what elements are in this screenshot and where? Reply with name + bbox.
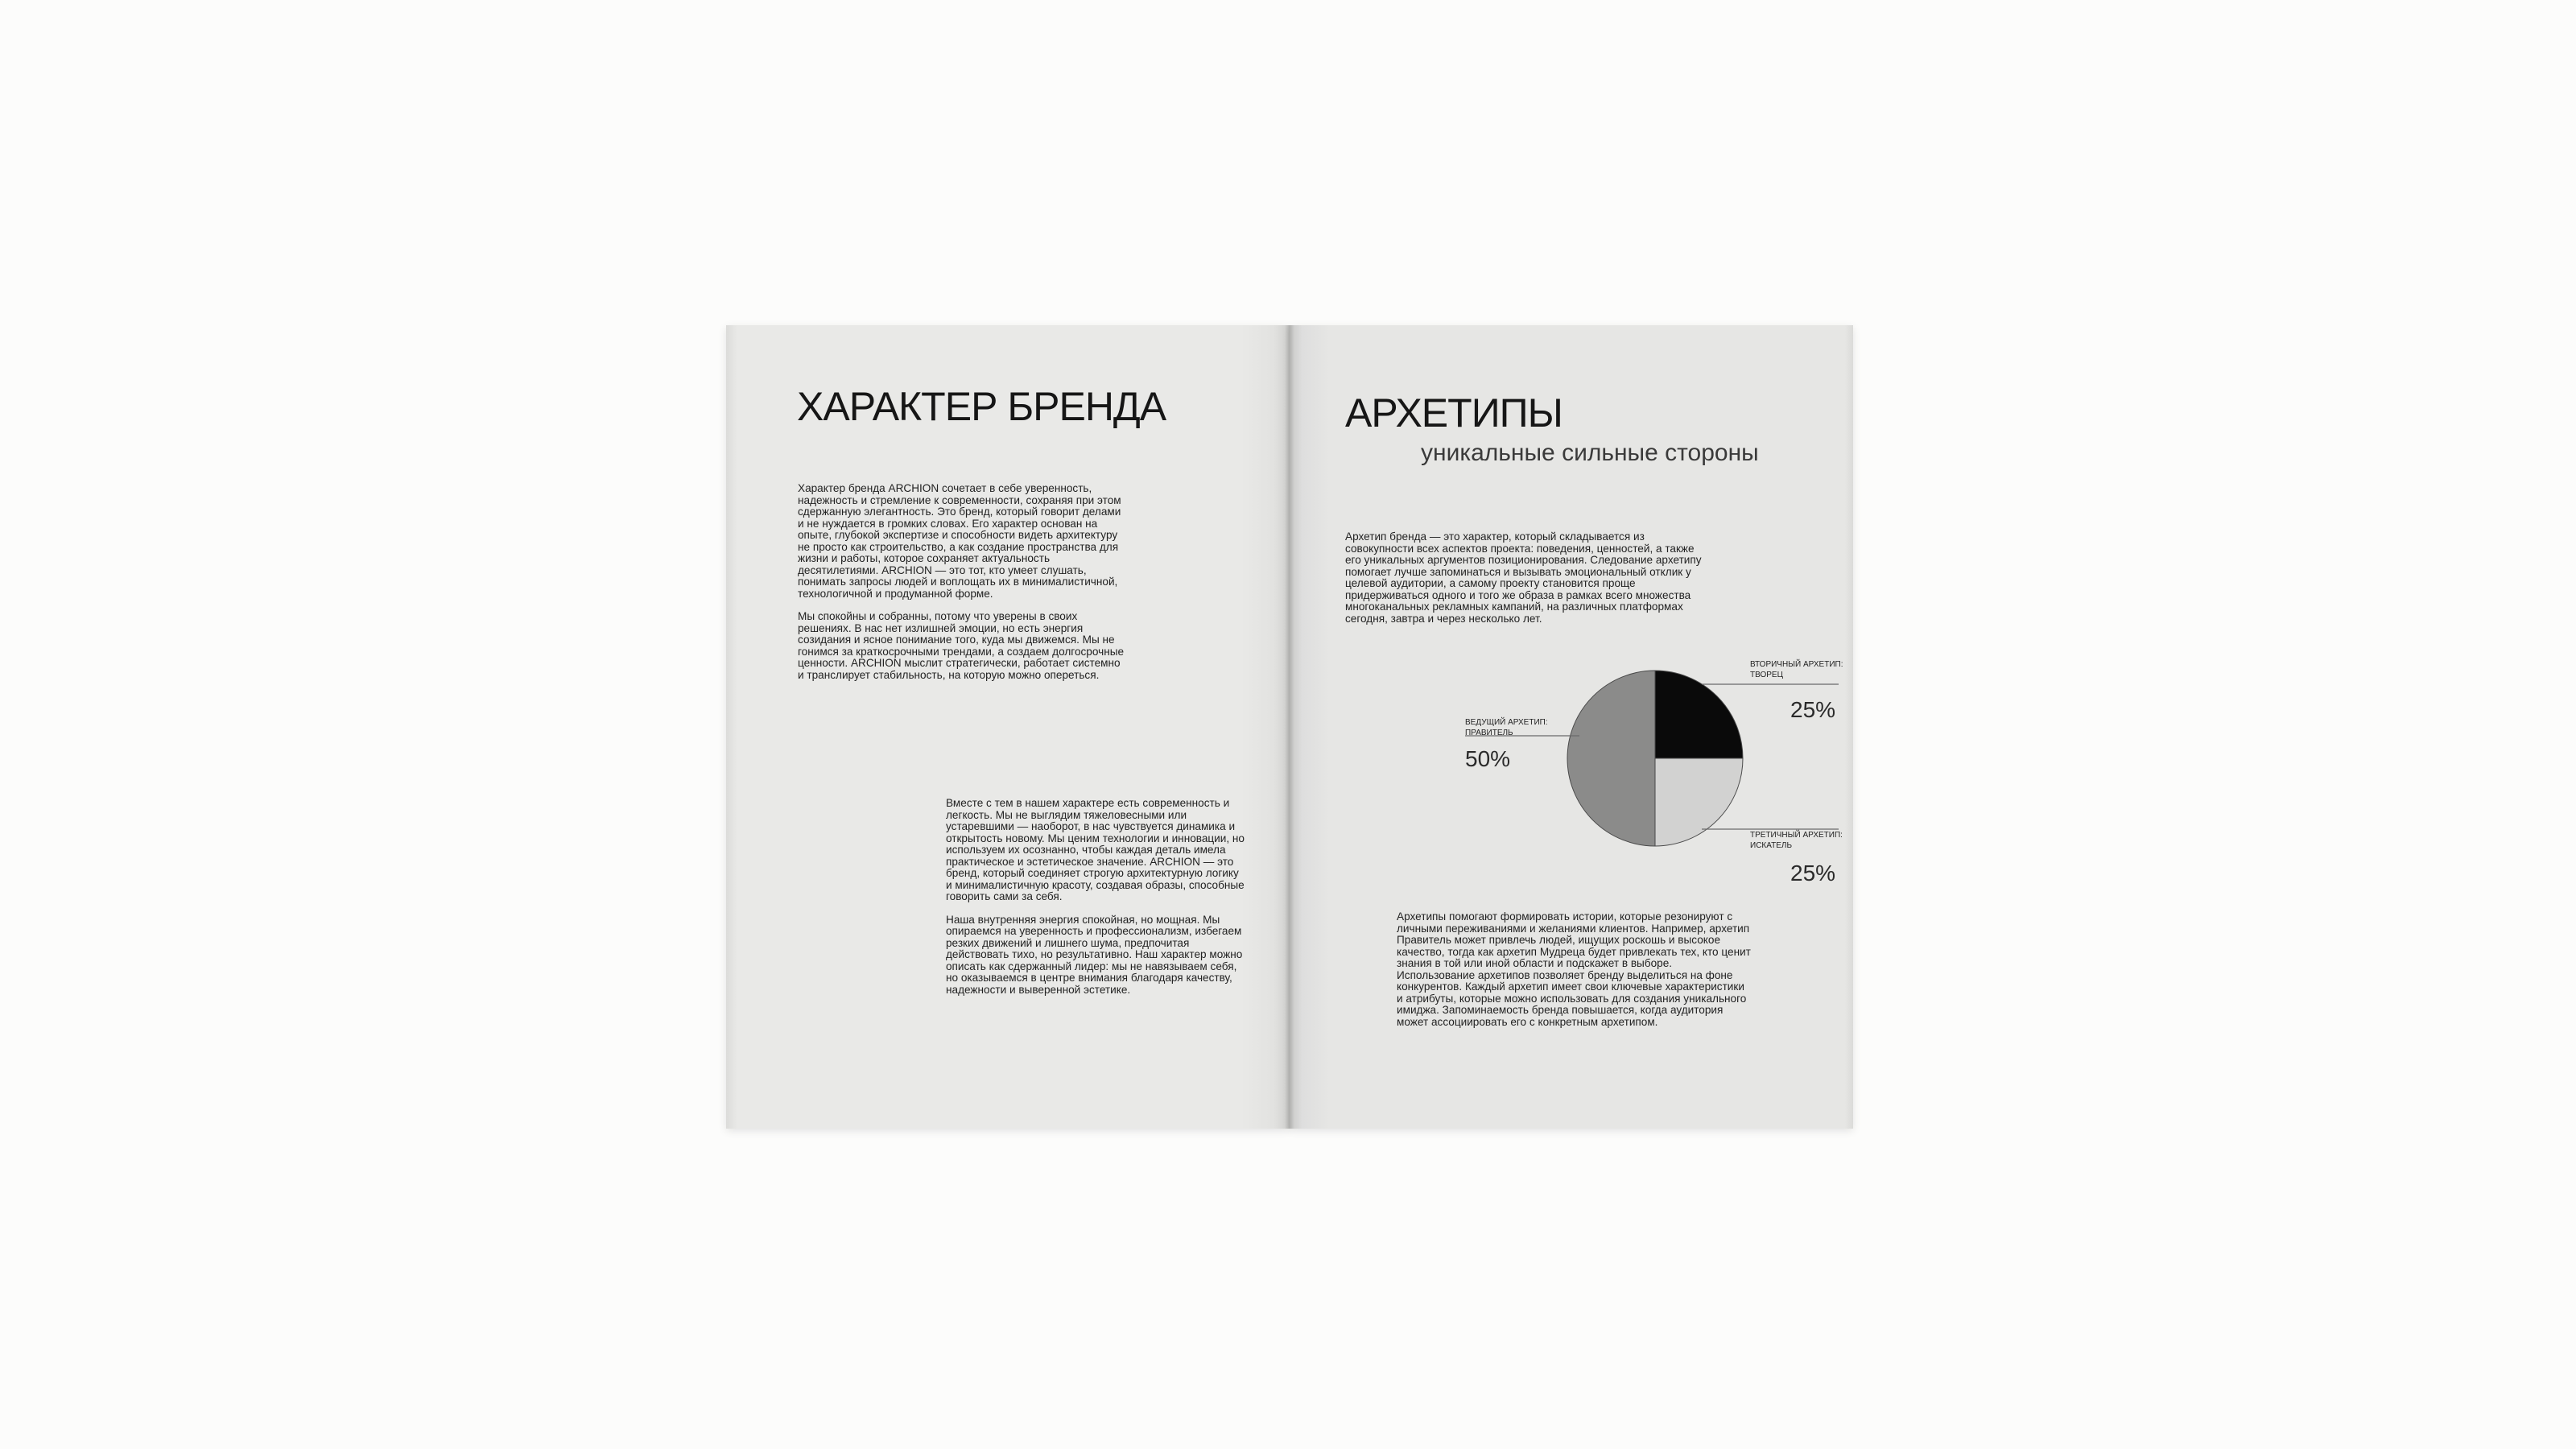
left-page (726, 325, 1290, 1129)
slice-label: ВТОРИЧНЫЙ АРХЕТИП: (1750, 660, 1843, 669)
paragraph: Наша внутренняя энергия спокойная, но мощная. Мы опираемся на уверенность и профессионализм, избегаем резких движений и лишнего шума, предпочитая действовать тихо, но результативно. Наш характер можно описать как сдержанный лидер: мы не навязываем себя, но оказываемся в центре внимания благодаря качеству, надежности и выверенной эстетике. (946, 913, 1243, 996)
paragraph: Мы спокойны и собранны, потому что уверены в своих решениях. В нас нет излишней эмоции, но есть энергия созидания и ясное понимание того, куда мы движемся. Мы не гонимся за краткосрочными трендами, а создаем долгосрочные ценности. ARCHION мыслит стратегически, работает системно и транслирует стабильность, на которую можно опереться. (798, 610, 1125, 681)
page-subtitle: уникальные сильные стороны (1421, 440, 1759, 466)
pie-slice (1655, 671, 1743, 758)
slice-label: ТВОРЕЦ (1750, 671, 1783, 679)
slice-value-label: 50% (1465, 746, 1511, 771)
slice-value-label: 25% (1790, 861, 1836, 886)
pie-slice (1567, 671, 1655, 846)
paragraph: Характер бренда ARCHION сочетает в себе уверенность, надежность и стремление к современности, сохраняя при этом сдержанную элегантность. Это бренд, который говорит делами и не нуждается в громких словах. Его характер основан на опыте, глубокой экспертизе и способности видеть архитектуру не просто как строительство, а как создание пространства для жизни и работы, которое сохраняет актуальность десятилетиями. ARCHION — это тот, кто умеет слушать, понимать запросы людей и воплощать их в минималистичной, технологичной и продуманной форме. (798, 482, 1121, 600)
pie-slice (1655, 758, 1743, 846)
intro-text: Архетип бренда — это характер, который складывается из совокупности всех аспектов проекта: поведения, ценностей, а также его уникальных аргументов позиционирования. Следование архетипу помогает лучше запоминаться и вызывать эмоциональный отклик у целевой аудитории, а самому проекту становится проще придерживаться одного и того же образа в рамках всего множества многоканальных рекламных кампаний, на различных платформах сегодня, завтра и через несколько лет. (1345, 530, 1702, 625)
text-block-1 (798, 483, 1125, 692)
outro-text: Архетипы помогают формировать истории, которые резонируют с личными переживаниями и желаниями клиентов. Например, архетип Правитель может привлечь людей, ищущих роскошь и высокое качество, тогда как архетип Мудреца будет привлекать тех, кто ценит знания в той или иной области и подскажет в выборе. Использование архетипов позволяет бренду выделиться на фоне конкурентов. Каждый архетип имеет свои ключевые характеристики и атрибуты, которые можно использовать для создания уникального имиджа. Запоминаемость бренда повышается, когда аудитория может ассоциировать его с конкретным архетипом. (1397, 910, 1751, 1028)
book-spine (1285, 325, 1294, 1129)
page-title: ХАРАКТЕР БРЕНДА (797, 384, 1166, 429)
text-block-2 (946, 798, 1245, 1007)
slice-value-label: 25% (1790, 697, 1836, 722)
slice-label: ИСКАТЕЛЬ (1750, 841, 1793, 850)
slice-label: ТРЕТИЧНЫЙ АРХЕТИП: (1750, 831, 1843, 840)
page-title: АРХЕТИПЫ (1345, 390, 1563, 436)
paragraph: Вместе с тем в нашем характере есть современность и легкость. Мы не выглядим тяжеловесными или устаревшими — наоборот, в нас чувствуется динамика и открытость новому. Мы ценим технологии и инновации, но используем их осознанно, чтобы каждая деталь имела практическое и эстетическое значение. ARCHION — это бренд, который соединяет строгую архитектурную логику и минималистичную красоту, создавая образы, способные говорить сами за себя. (946, 797, 1245, 902)
slice-label: ПРАВИТЕЛЬ (1465, 729, 1513, 737)
slice-label: ВЕДУЩИЙ АРХЕТИП: (1465, 718, 1548, 727)
right-page (1290, 325, 1853, 1129)
open-brochure (726, 325, 1853, 1129)
